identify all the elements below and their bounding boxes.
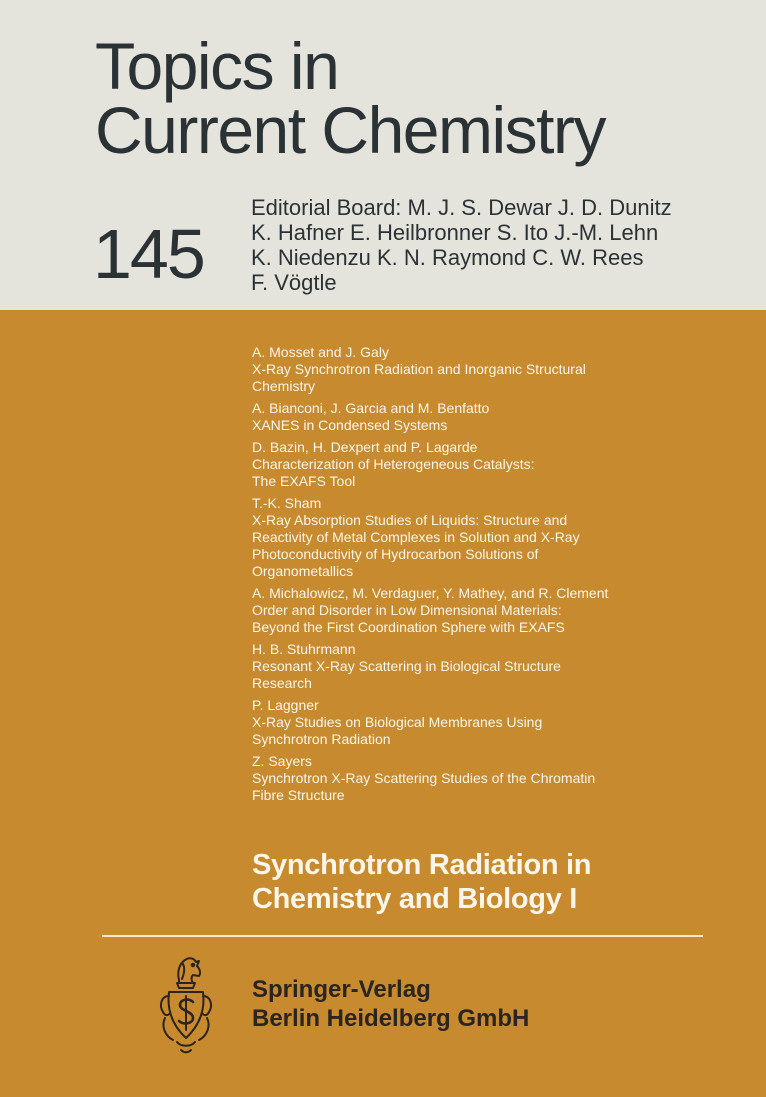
- book-title: [252, 848, 591, 916]
- entry-authors: T.-K. Sham: [252, 495, 322, 511]
- entry-title-line: Research: [252, 675, 312, 691]
- entry-title-line: The EXAFS Tool: [252, 473, 356, 489]
- contents-entry: [252, 495, 722, 580]
- publisher-name: Springer-Verlag: [252, 976, 431, 1003]
- contents-entry: [252, 400, 722, 434]
- table-of-contents: [252, 344, 722, 809]
- contents-entry: [252, 439, 722, 490]
- entry-title-line: Reactivity of Metal Complexes in Solution and X-Ray: [252, 529, 580, 545]
- entry-title-line: X-Ray Studies on Biological Membranes Using: [252, 714, 543, 730]
- entry-title-line: Beyond the First Coordination Sphere with EXAFS: [252, 619, 565, 635]
- editorial-board-line: K. Hafner E. Heilbronner S. Ito J.-M. Lehn: [251, 220, 659, 245]
- header-band: [0, 0, 766, 310]
- entry-title-line: Resonant X-Ray Scattering in Biological Structure: [252, 658, 561, 674]
- book-title-line-2: Chemistry and Biology I: [252, 883, 578, 915]
- contents-entry: [252, 641, 722, 692]
- entry-authors: A. Michalowicz, M. Verdaguer, Y. Mathey, and R. Clement: [252, 585, 609, 601]
- entry-title-line: X-Ray Synchrotron Radiation and Inorganic Structural: [252, 361, 586, 377]
- series-title: [95, 29, 605, 167]
- contents-entry: [252, 344, 722, 395]
- entry-authors: P. Laggner: [252, 697, 319, 713]
- editorial-board: [251, 195, 751, 295]
- entry-title-line: Chemistry: [252, 378, 316, 394]
- entry-title-line: Organometallics: [252, 563, 354, 579]
- divider-rule: [102, 935, 703, 937]
- volume-number: 145: [93, 215, 204, 293]
- entry-title-line: Order and Disorder in Low Dimensional Materials:: [252, 602, 562, 618]
- entry-title-line: Characterization of Heterogeneous Catalysts:: [252, 456, 535, 472]
- contents-entry: [252, 697, 722, 748]
- entry-title-line: XANES in Condensed Systems: [252, 417, 448, 433]
- series-title-line-2: Current Chemistry: [95, 93, 605, 167]
- publisher-block: [252, 975, 529, 1033]
- entry-title-line: Synchrotron Radiation: [252, 731, 391, 747]
- editorial-board-line: F. Vögtle: [251, 270, 337, 295]
- entry-authors: D. Bazin, H. Dexpert and P. Lagarde: [252, 439, 478, 455]
- springer-knight-logo-icon: [153, 950, 219, 1060]
- entry-authors: A. Bianconi, J. Garcia and M. Benfatto: [252, 400, 490, 416]
- entry-authors: Z. Sayers: [252, 753, 312, 769]
- editorial-board-line: K. Niedenzu K. N. Raymond C. W. Rees: [251, 245, 644, 270]
- entry-title-line: Synchrotron X-Ray Scattering Studies of the Chromatin: [252, 770, 596, 786]
- contents-entry: [252, 585, 722, 636]
- entry-title-line: Photoconductivity of Hydrocarbon Solutions of: [252, 546, 539, 562]
- contents-entry: [252, 753, 722, 804]
- entry-title-line: X-Ray Absorption Studies of Liquids: Structure and: [252, 512, 568, 528]
- editorial-board-line: Editorial Board: M. J. S. Dewar J. D. Dunitz: [251, 195, 672, 220]
- book-title-line-1: Synchrotron Radiation in: [252, 849, 592, 881]
- publisher-location: Berlin Heidelberg GmbH: [252, 1005, 530, 1032]
- entry-authors: A. Mosset and J. Galy: [252, 344, 389, 360]
- entry-authors: H. B. Stuhrmann: [252, 641, 356, 657]
- entry-title-line: Fibre Structure: [252, 787, 345, 803]
- series-title-line-1: Topics in: [95, 29, 339, 103]
